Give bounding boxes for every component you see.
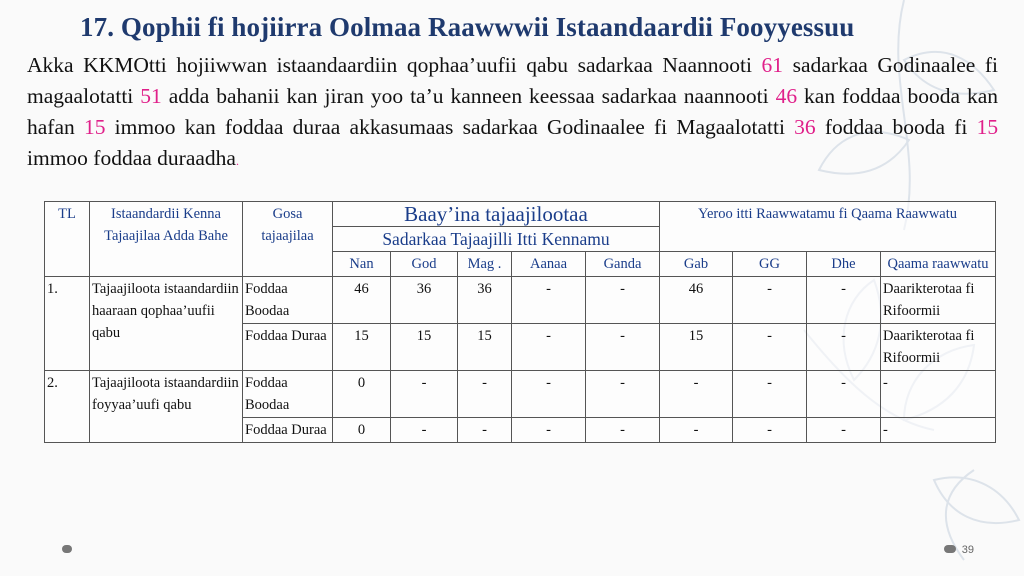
count-zone-city: 51 (140, 84, 162, 108)
col-header: Aanaa (512, 252, 586, 277)
page-title: 17. Qophii fi hojiirra Oolmaa Raawwwii Istaandaardii Fooyyessuu (80, 12, 855, 42)
table-row: 1. Tajaajiloota istaandardiin haaraan qophaa’uufii qabu Foddaa Boodaa 46 36 36 - - 46 - - Daarikterotaa fi Rifoormii (45, 277, 996, 324)
bullet-dot-left (62, 545, 72, 553)
col-header: Nan (333, 252, 391, 277)
table-row: 2. Tajaajiloota istaandardiin foyyaa’uufi qabu Foddaa Boodaa 0 - - - - - - - - (45, 371, 996, 418)
count-front-window: 15 (83, 115, 106, 139)
col-header: Ganda (586, 252, 660, 277)
header-service-count: Baay’ina tajaajilootaa (333, 202, 660, 227)
header-tl: TL (45, 202, 90, 277)
col-header: Qaama raawwatu (881, 252, 996, 277)
count-zone-back: 36 (794, 115, 816, 139)
count-zone-front: 15 (976, 115, 999, 139)
intro-paragraph: Akka KKMOtti hojiiwwan istaandaardiin qophaa’uufii qabu sadarkaa Naannooti 61 sadarkaa Godinaalee fi magaalotatti 51 adda bahanii kan jiran yoo ta’u kanneen keessaa sadarkaa naannooti 46 kan foddaa booda kan hafan 15 immoo kan foddaa duraa akkasumaas sadarkaa Godinaalee fi Magaalotatti 36 foddaa booda fi 15 immoo foddaa duraadha. (27, 53, 999, 170)
header-service-type: Gosa tajaajilaa (243, 202, 333, 277)
count-national: 61 (761, 53, 784, 77)
table-row: Foddaa Duraa 0 - - - - - - - - (45, 418, 996, 443)
table-row: Foddaa Duraa 15 15 15 - - 15 - - Daarikterotaa fi Rifoormii (45, 324, 996, 371)
col-header: God (391, 252, 458, 277)
col-header: Mag . (458, 252, 512, 277)
header-service-level: Sadarkaa Tajaajilli Itti Kennamu (333, 227, 660, 252)
header-standard: Istaandardii Kenna Tajaajilaa Adda Bahe (90, 202, 243, 277)
col-header: Gab (660, 252, 733, 277)
standards-table (44, 201, 996, 443)
count-back-window: 46 (775, 84, 798, 108)
header-time-performer: Yeroo itti Raawwatamu fi Qaama Raawwatu (660, 202, 996, 252)
col-header: Dhe (807, 252, 881, 277)
page-number: 39 (961, 544, 974, 556)
bullet-dot-right (944, 545, 956, 553)
col-header: GG (733, 252, 807, 277)
